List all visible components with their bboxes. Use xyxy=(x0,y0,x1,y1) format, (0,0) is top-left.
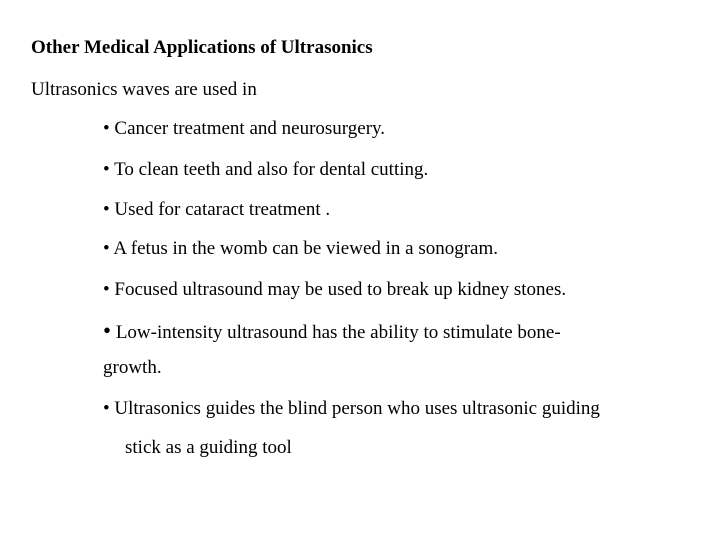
bullet-icon: • xyxy=(103,398,110,419)
intro-text: Ultrasonics waves are used in xyxy=(31,79,257,100)
bullet-icon: • xyxy=(103,279,110,300)
bullet-text: Used for cataract treatment . xyxy=(114,199,331,220)
bullet-icon: • xyxy=(103,238,110,259)
bullet-item xyxy=(103,238,498,261)
bullet-item xyxy=(103,317,561,345)
bullet-text: To clean teeth and also for dental cutting. xyxy=(114,159,429,180)
bullet-item xyxy=(103,398,600,421)
bullet-item xyxy=(103,118,385,141)
bullet-text: Cancer treatment and neurosurgery. xyxy=(114,118,386,139)
bullet-continuation: growth. xyxy=(103,357,162,378)
bullet-icon: • xyxy=(103,318,112,343)
bullet-text: Focused ultrasound may be used to break up kidney stones. xyxy=(114,279,567,300)
bullet-text: A fetus in the womb can be viewed in a sonogram. xyxy=(113,238,499,259)
bullet-text: Low-intensity ultrasound has the ability to stimulate bone- xyxy=(115,322,561,343)
bullet-icon: • xyxy=(103,199,110,220)
bullet-item xyxy=(103,279,566,302)
bullet-text: Ultrasonics guides the blind person who uses ultrasonic guiding xyxy=(114,398,600,419)
bullet-item xyxy=(103,199,330,222)
bullet-icon: • xyxy=(103,159,110,180)
bullet-continuation: stick as a guiding tool xyxy=(125,437,292,458)
bullet-icon: • xyxy=(103,118,110,139)
bullet-item xyxy=(103,159,428,182)
slide-title: Other Medical Applications of Ultrasonics xyxy=(31,37,373,58)
